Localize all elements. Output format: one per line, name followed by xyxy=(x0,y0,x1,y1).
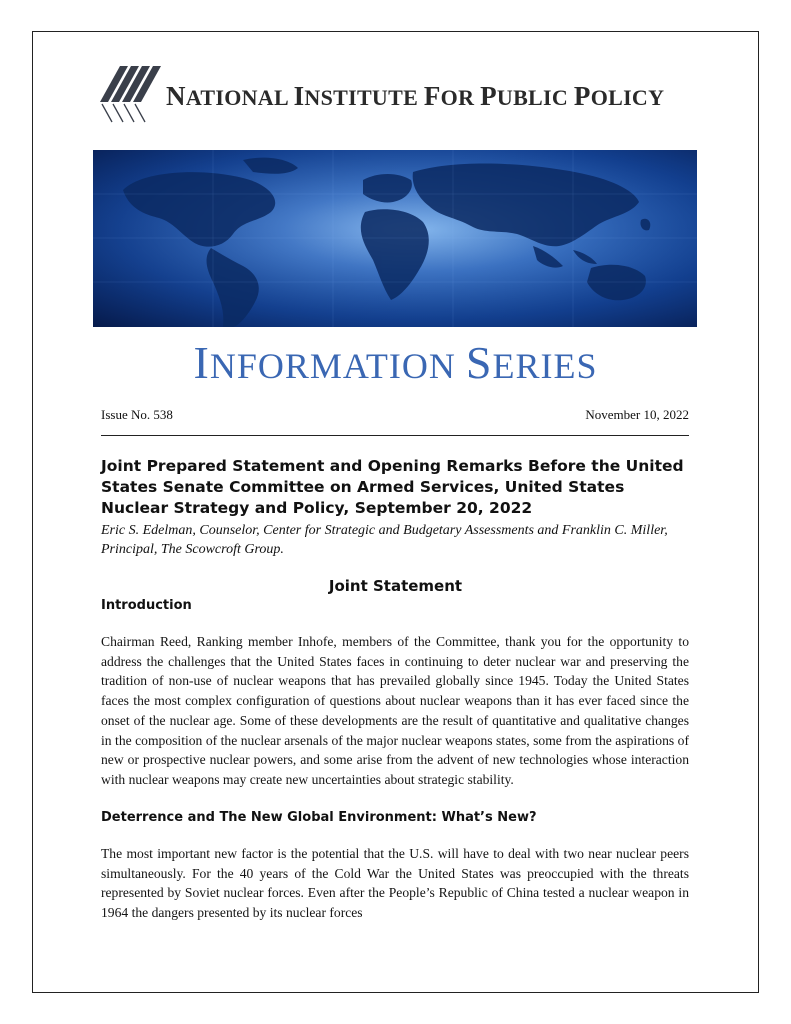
stripes-logo-icon xyxy=(98,62,164,124)
org-logo xyxy=(98,62,698,128)
intro-heading: Introduction xyxy=(101,598,192,613)
issue-number: Issue No. 538 xyxy=(101,407,173,422)
deterrence-heading: Deterrence and The New Global Environment: What’s New? xyxy=(101,810,537,825)
intro-paragraph: Chairman Reed, Ranking member Inhofe, members of the Committee, thank you for the opportunity to address the challenges that the United States faces in continuing to deter nuclear war and preserving the tradition of non-use of nuclear weapons that has prevailed globally since 1945. Today the United States faces the most complex configuration of questions about nuclear weapons than it has ever faced since the onset of the nuclear age. Some of these developments are the result of quantitative and qualitative changes in the composition of the nuclear arsenals of the major nuclear weapons states, some from the aspirations of new or prospective nuclear powers, and some arise from the advent of new technologies whose interaction with nuclear weapons may create new uncertainties about strategic stability. xyxy=(101,634,689,787)
world-map-banner xyxy=(93,150,697,327)
article-authors: Eric S. Edelman, Counselor, Center for Strategic and Budgetary Assessments and Franklin C. Miller, Principal, The Scowcroft Group. xyxy=(101,523,668,557)
deterrence-paragraph: The most important new factor is the potential that the U.S. will have to deal with two near nuclear peers simultaneously. For the 40 years of the Cold War the United States was preoccupied with the threats represented by Soviet nuclear forces. Even after the People’s Republic of China tested a nuclear weapon in 1964 the dangers presented by its nuclear forces xyxy=(101,846,689,921)
divider xyxy=(101,435,689,436)
article-title: Joint Prepared Statement and Opening Remarks Before the United States Senate Committee on Armed Services, United States Nuclear Strategy and Policy, September 20, 2022 xyxy=(101,457,684,517)
org-name: NATIONAL INSTITUTE FOR PUBLIC POLICY xyxy=(166,81,665,111)
series-title: INFORMATION SERIES xyxy=(193,337,598,388)
issue-date: November 10, 2022 xyxy=(585,407,689,422)
world-map-icon xyxy=(93,150,697,327)
section-heading: Joint Statement xyxy=(328,577,463,595)
